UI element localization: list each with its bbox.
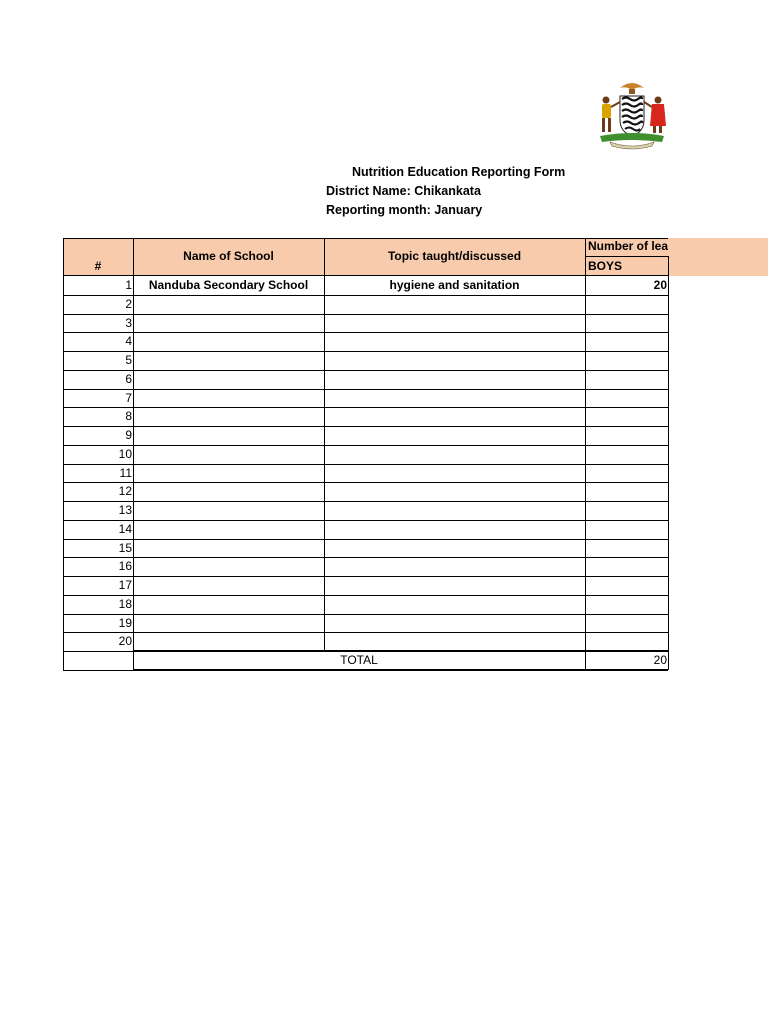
column-header-learners: Number of lea — [588, 239, 668, 253]
total-label: TOTAL — [340, 653, 378, 667]
row-number: 10 — [118, 447, 132, 461]
reporting-month: Reporting month: January — [326, 203, 483, 217]
row-number: 17 — [118, 578, 132, 592]
row-number: 20 — [118, 634, 132, 648]
row-number: 2 — [125, 297, 132, 311]
topic-cell: hygiene and sanitation — [389, 278, 520, 292]
row-number: 6 — [125, 372, 132, 386]
row-number: 12 — [118, 484, 132, 498]
row-number: 1 — [125, 278, 132, 292]
total-boys: 20 — [653, 653, 667, 667]
row-number: 4 — [125, 334, 132, 348]
row-number: 7 — [125, 391, 132, 405]
boys-count-cell: 20 — [653, 278, 667, 292]
row-number: 15 — [118, 541, 132, 555]
district-name: District Name: Chikankata — [326, 184, 481, 198]
school-name-cell: Nanduba Secondary School — [148, 278, 309, 292]
row-number: 13 — [118, 503, 132, 517]
row-number: 5 — [125, 353, 132, 367]
row-number: 19 — [118, 616, 132, 630]
column-header-boys: BOYS — [588, 259, 623, 273]
column-header-index: # — [94, 259, 102, 273]
column-header-school: Name of School — [183, 249, 274, 263]
row-number: 3 — [125, 316, 132, 330]
row-number: 11 — [119, 466, 132, 480]
row-number: 18 — [118, 597, 132, 611]
column-header-topic: Topic taught/discussed — [387, 249, 522, 263]
row-number: 8 — [125, 409, 132, 423]
row-number: 16 — [118, 559, 132, 573]
row-number: 14 — [118, 522, 132, 536]
row-number: 9 — [125, 428, 132, 442]
form-title: Nutrition Education Reporting Form — [352, 165, 566, 179]
